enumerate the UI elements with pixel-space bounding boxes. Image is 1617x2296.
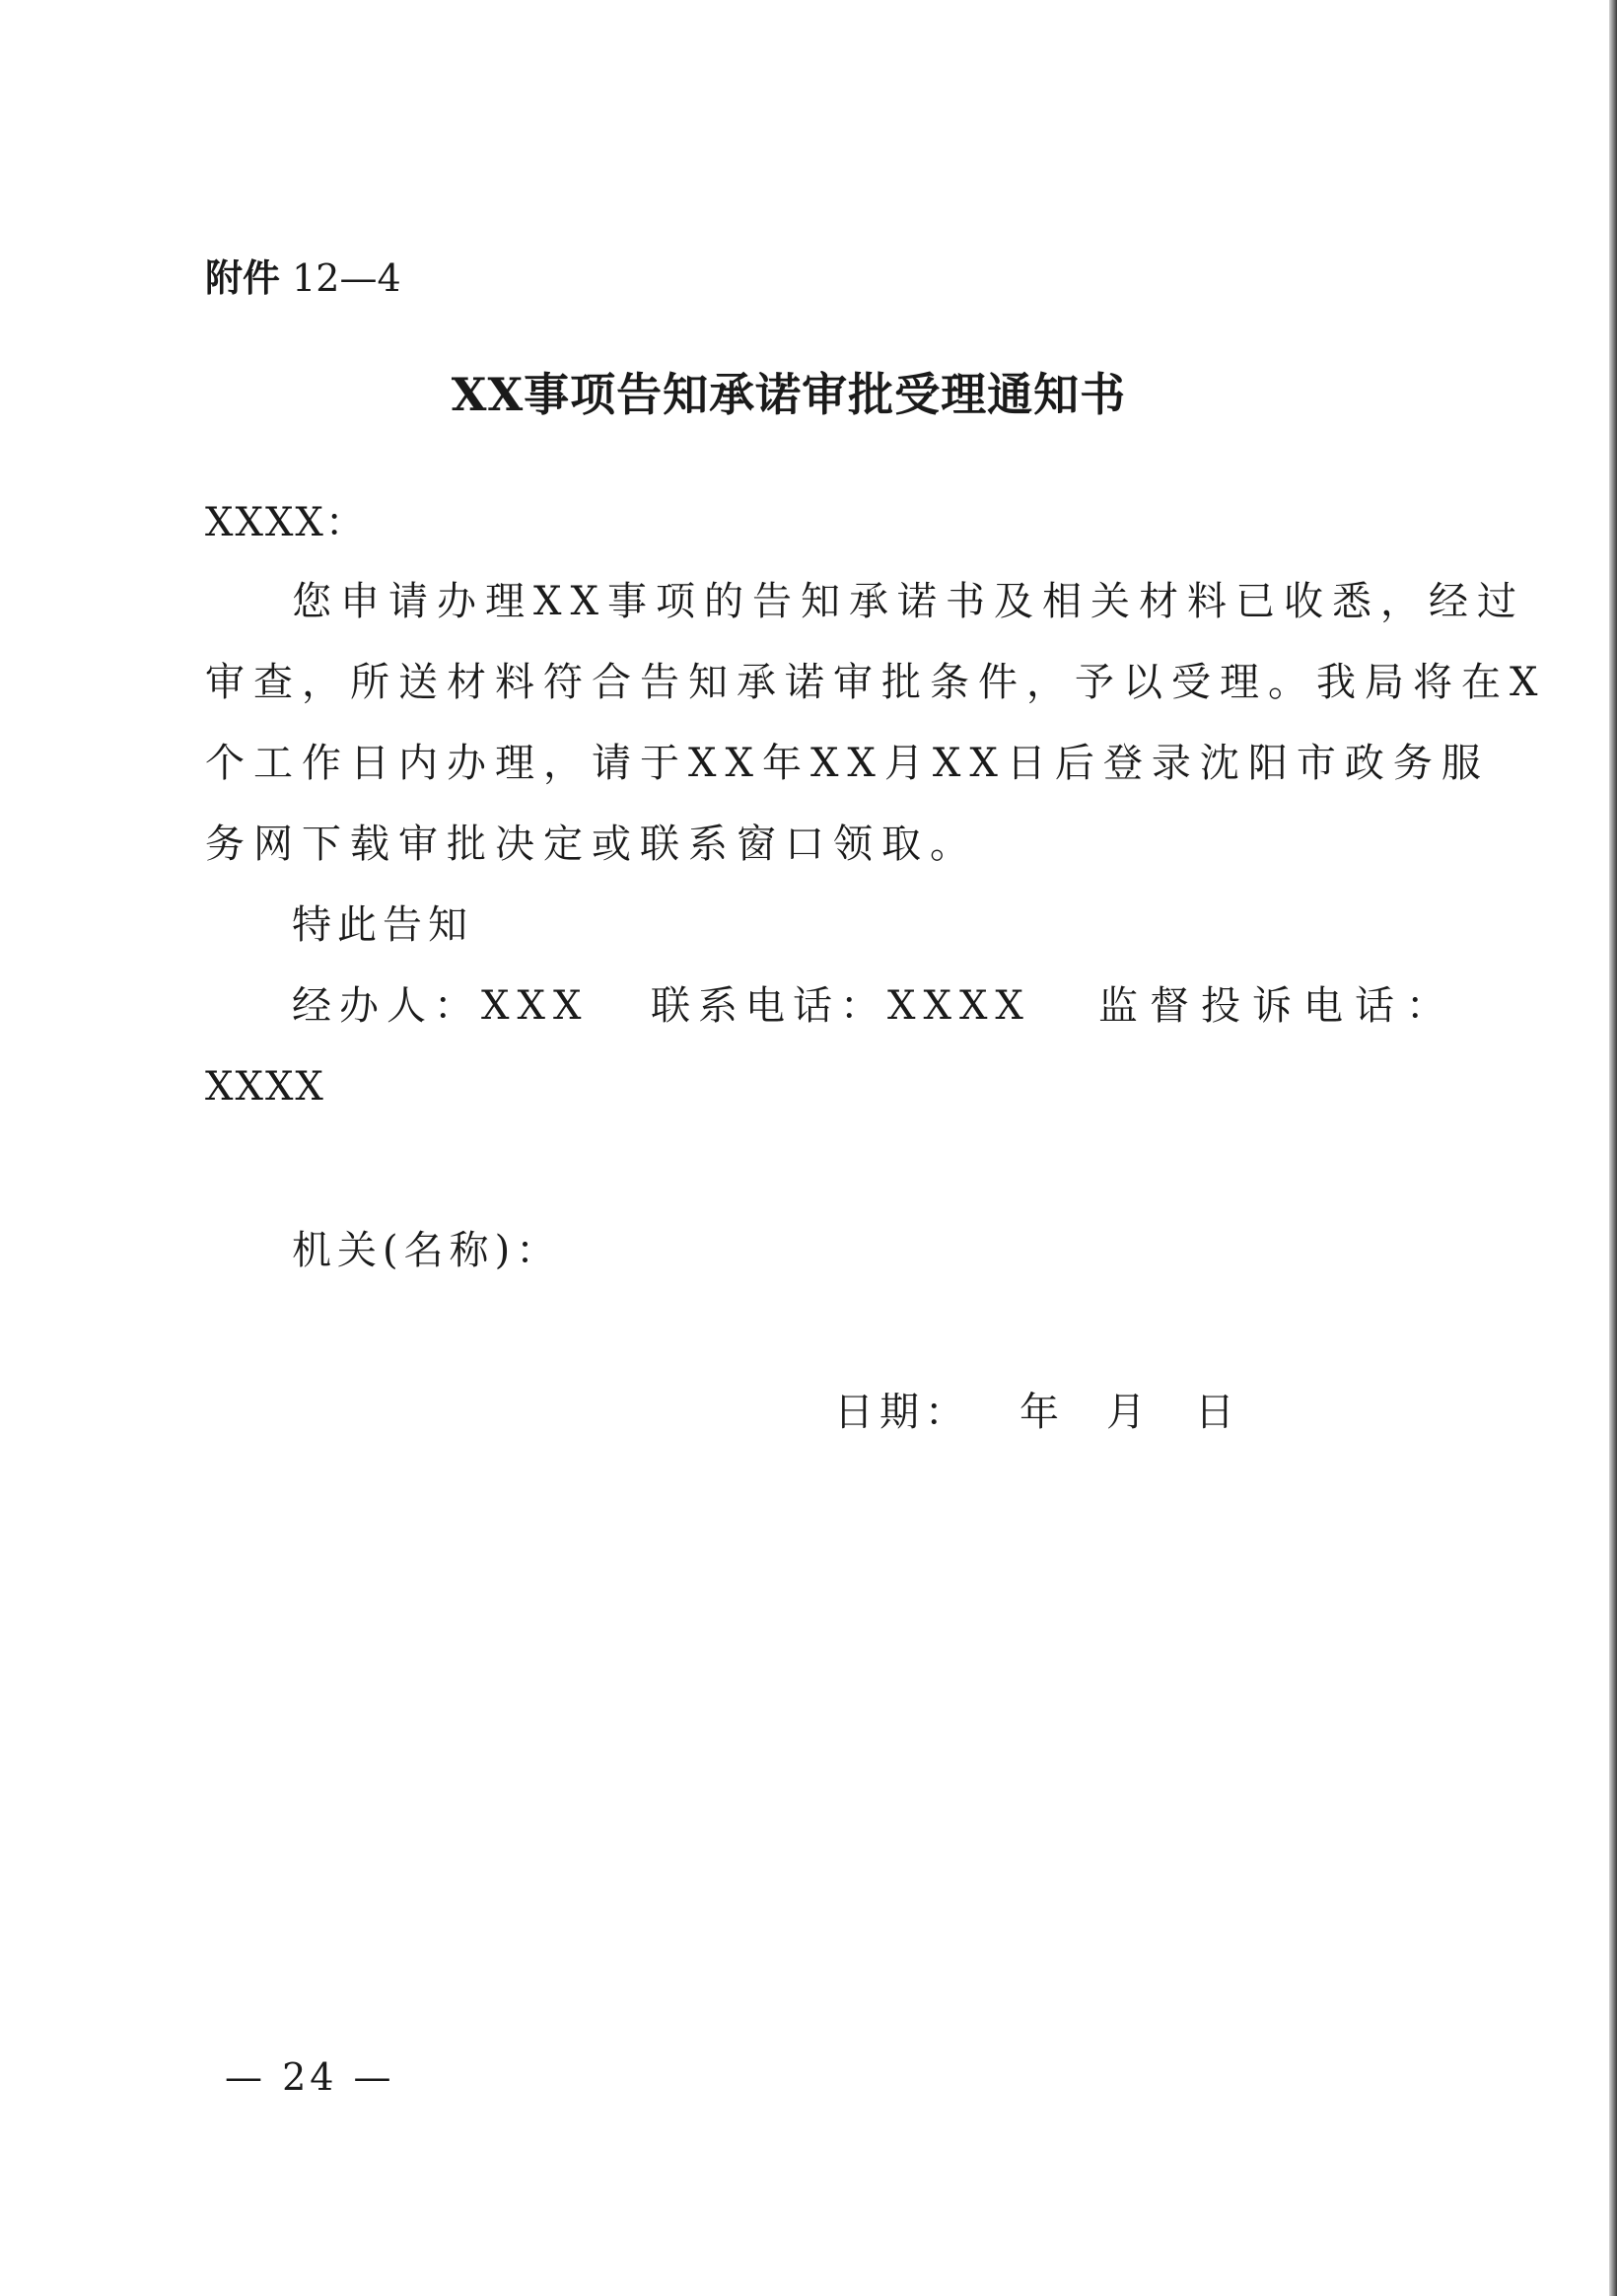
page-number: — 24 —	[225, 2055, 395, 2099]
date-label: 日期：	[834, 1390, 970, 1435]
complaint-phone-value: XXXX	[205, 1064, 325, 1110]
body-line-2: 审查，所送材料符合告知承诺审批条件，予以受理。我局将在X	[205, 660, 1547, 705]
addressee: XXXX：	[205, 500, 367, 545]
date-month: 月	[1106, 1390, 1146, 1435]
document-title: XX事项告知承诺审批受理通知书	[451, 368, 1127, 421]
agency-name: 机关(名称)：	[292, 1228, 562, 1273]
date-year: 年	[1019, 1390, 1059, 1435]
body-line-1: 您申请办理XX事项的告知承诺书及相关材料已收悉，经过	[292, 579, 1525, 624]
complaint-phone-label: 监督投诉电话：	[1098, 983, 1457, 1029]
attachment-heading	[205, 251, 401, 306]
handler-info: 经办人：XXX	[292, 983, 590, 1029]
page-edge	[1609, 0, 1617, 2296]
body-line-4: 务网下载审批决定或联系窗口领取。	[205, 822, 978, 867]
date-day: 日	[1195, 1390, 1234, 1435]
attachment-number: 12—4	[280, 256, 401, 300]
attachment-label: 附件	[205, 256, 281, 300]
body-line-3: 个工作日内办理，请于XX年XX月XX日后登录沈阳市政务服	[205, 741, 1490, 786]
contact-phone: 联系电话：XXXX	[651, 983, 1031, 1029]
notice-text: 特此告知	[292, 902, 473, 948]
